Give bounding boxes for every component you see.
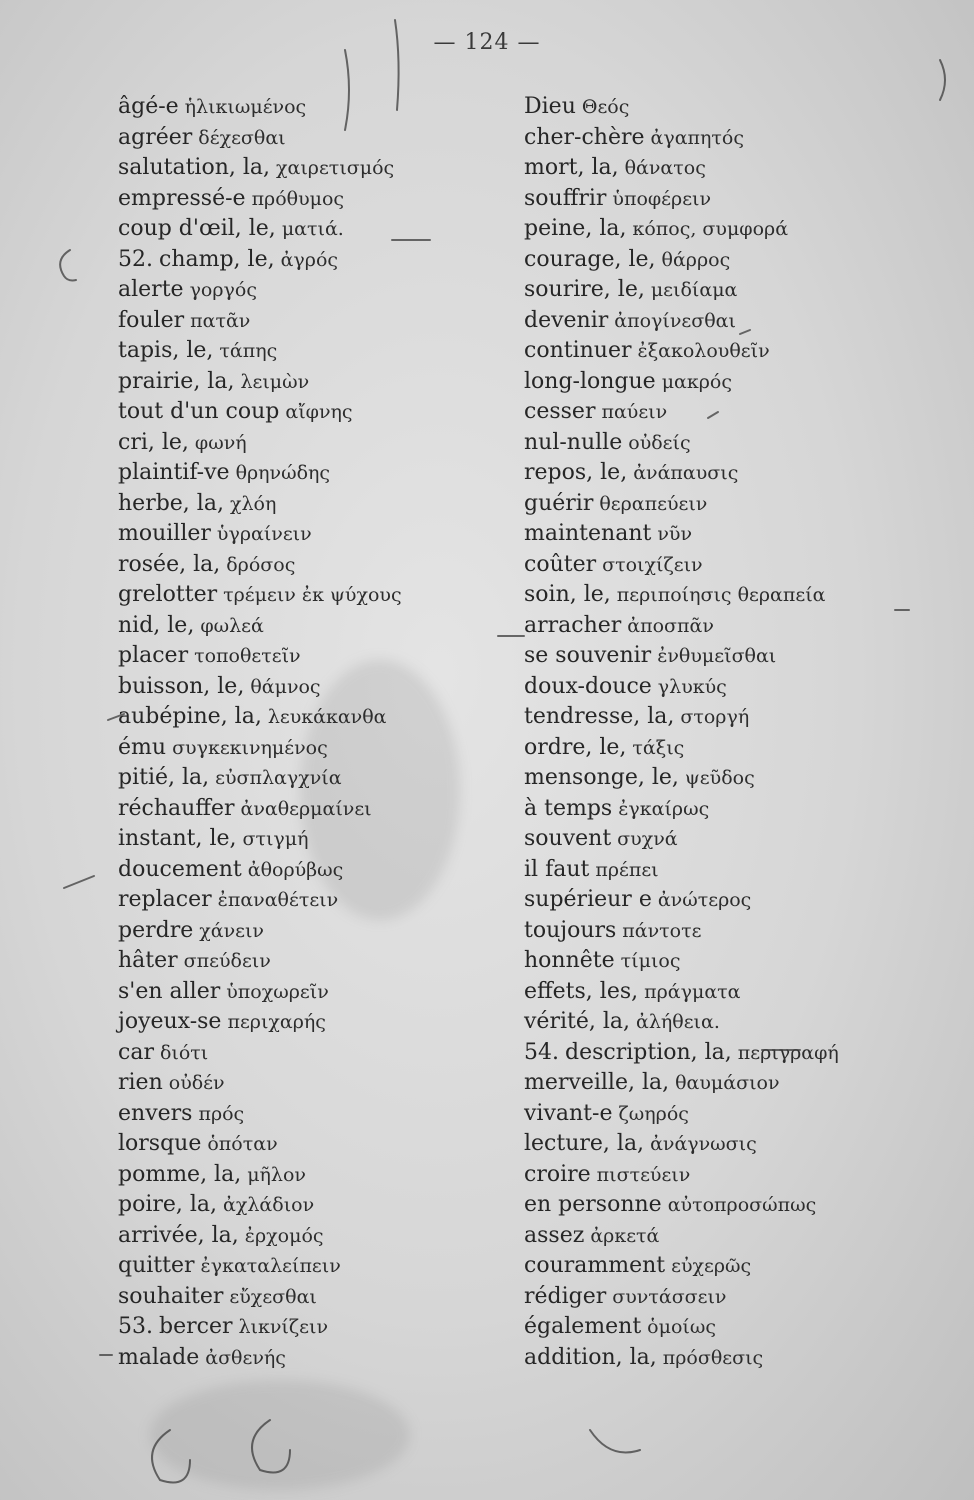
french-word: description, la, — [565, 1039, 732, 1065]
pencil-stroke-mark — [395, 20, 399, 110]
greek-word: θρηνώδης — [235, 462, 331, 484]
french-word: addition, la, — [524, 1344, 657, 1370]
greek-word: θάμνος — [250, 675, 321, 698]
pencil-tick-mark — [740, 330, 750, 334]
french-word: long-longue — [524, 368, 656, 394]
greek-word: σπεύδειν — [183, 950, 271, 972]
french-word: peine, la, — [524, 216, 627, 241]
greek-word: χλόη — [229, 492, 277, 515]
french-word: cher-chère — [524, 124, 645, 150]
greek-word: περιχαρής — [227, 1011, 326, 1033]
french-word: grelotter — [118, 582, 218, 607]
french-word: joyeux-se — [118, 1009, 222, 1034]
french-word: champ, le, — [159, 246, 275, 272]
greek-word: ψεῦδος — [684, 767, 755, 789]
french-word: envers — [118, 1100, 193, 1126]
french-word: poire, la, — [118, 1192, 218, 1217]
french-word: vérité, la, — [524, 1009, 630, 1034]
greek-word: ἀπογίνεσθαι — [614, 309, 736, 332]
french-word: guérir — [524, 490, 594, 516]
french-word: pomme, la, — [118, 1161, 242, 1187]
greek-word: στιγμή — [242, 828, 309, 850]
greek-word: στοργή — [680, 706, 750, 728]
greek-word: ἐνθυμεῖσθαι — [657, 645, 777, 667]
greek-word: τάπης — [219, 340, 278, 362]
greek-word: οὐδείς — [628, 431, 691, 454]
french-word: mort, la, — [524, 155, 619, 180]
french-word: quitter — [118, 1253, 195, 1278]
french-word: maintenant — [524, 521, 652, 546]
greek-word: συγκεκινημένος — [172, 736, 328, 759]
french-word: lecture, la, — [524, 1131, 645, 1156]
greek-word: λικνίζειν — [238, 1316, 328, 1338]
french-word: sourire, le, — [524, 277, 645, 302]
french-word: pitié, la, — [118, 765, 210, 790]
greek-word: πράγματα — [644, 980, 741, 1003]
french-word: ému — [118, 734, 167, 760]
french-word: assez — [524, 1222, 585, 1248]
french-word: malade — [118, 1344, 200, 1370]
french-word: mouiller — [118, 521, 211, 546]
greek-word: δέχεσθαι — [198, 126, 286, 149]
greek-word: συχνά — [617, 828, 678, 850]
french-word: devenir — [524, 307, 609, 333]
french-word: nid, le, — [118, 612, 195, 638]
french-word: ordre, le, — [524, 734, 627, 760]
greek-word: νῦν — [657, 523, 692, 545]
greek-word: εὔχεσθαι — [229, 1285, 317, 1308]
greek-word: οὐδέν — [168, 1072, 225, 1094]
french-word: salutation, la, — [118, 155, 270, 180]
pencil-scribble-mark — [152, 1430, 190, 1483]
french-word: s'en aller — [118, 978, 221, 1004]
pencil-tick-mark — [64, 876, 94, 888]
greek-word: ἀνάπαυσις — [633, 462, 739, 484]
french-word: arracher — [524, 612, 622, 638]
french-word: instant, le, — [118, 826, 237, 851]
french-word: rosée, la, — [118, 551, 221, 577]
greek-word: ἐγκαταλείπειν — [200, 1255, 341, 1277]
french-word: buisson, le, — [118, 673, 245, 699]
greek-word: στοιχίζειν — [602, 553, 703, 576]
french-word: toujours — [524, 917, 617, 943]
french-word: en personne — [524, 1192, 662, 1217]
french-word: agréer — [118, 124, 193, 150]
french-word: plaintif-ve — [118, 460, 230, 485]
french-word: alerte — [118, 277, 184, 302]
french-word: supérieur e — [524, 887, 652, 912]
greek-word: διότι — [159, 1041, 209, 1064]
greek-word: πάντοτε — [622, 919, 702, 942]
french-word: hâter — [118, 948, 178, 973]
french-word: doux-douce — [524, 673, 652, 699]
french-word: tout d'un coup — [118, 399, 280, 424]
greek-word: γλυκύς — [657, 675, 727, 698]
french-word: mensonge, le, — [524, 765, 679, 790]
french-word: tapis, le, — [118, 338, 214, 363]
french-word: couramment — [524, 1253, 666, 1278]
greek-word: λειμὼν — [240, 370, 310, 393]
greek-word: ματιά. — [281, 218, 344, 240]
french-word: empressé-e — [118, 185, 246, 211]
french-word: lorsque — [118, 1131, 202, 1156]
greek-word: ἀνάγνωσις — [650, 1133, 757, 1155]
french-word: arrivée, la, — [118, 1222, 239, 1248]
pencil-bracket-mark — [60, 250, 76, 281]
greek-word: εὐχερῶς — [671, 1255, 752, 1277]
greek-word: πρόθυμος — [251, 187, 345, 210]
greek-word: αὐτοπροσώπως — [667, 1194, 817, 1216]
greek-word: ὑγραίνειν — [216, 523, 312, 545]
greek-word: πρόσθεσις — [662, 1346, 764, 1369]
section-number: 52. — [118, 246, 153, 272]
french-word: souhaiter — [118, 1283, 224, 1309]
greek-word: ἀχλάδιον — [223, 1194, 315, 1216]
french-word: tendresse, la, — [524, 704, 675, 729]
french-word: également — [524, 1314, 642, 1339]
french-word: soin, le, — [524, 582, 611, 607]
greek-word: αἴφνης — [285, 401, 353, 423]
greek-word: περιγραφή — [737, 1041, 839, 1064]
greek-word: μειδίαμα — [650, 279, 738, 301]
french-word: âgé-e — [118, 94, 179, 119]
greek-word: πιστεύειν — [596, 1163, 691, 1186]
greek-word: τάξις — [632, 736, 685, 759]
french-word: prairie, la, — [118, 368, 235, 394]
french-word: herbe, la, — [118, 490, 224, 516]
french-word: effets, les, — [524, 978, 639, 1004]
greek-word: παύειν — [601, 401, 668, 423]
french-word: repos, le, — [524, 460, 628, 485]
french-word: cesser — [524, 399, 596, 424]
french-word: Dieu — [524, 94, 576, 119]
french-word: souvent — [524, 826, 612, 851]
greek-word: ὑποφέρειν — [612, 187, 712, 210]
french-word: fouler — [118, 307, 185, 333]
section-number: 53. — [118, 1314, 153, 1339]
french-word: courage, le, — [524, 246, 656, 272]
french-word: honnête — [524, 948, 615, 973]
pencil-stroke-mark — [345, 50, 349, 130]
french-word: nul-nulle — [524, 429, 623, 455]
greek-word: θεραπεύειν — [599, 492, 708, 515]
greek-word: ἡλικιωμένος — [184, 96, 307, 118]
greek-word: πατᾶν — [190, 309, 251, 332]
pencil-scribble-mark — [252, 1420, 290, 1473]
greek-word: θαυμάσιον — [675, 1072, 780, 1094]
greek-word: ζωηρός — [618, 1102, 689, 1125]
greek-word: δρόσος — [226, 553, 296, 576]
french-word: coup d'œil, le, — [118, 216, 276, 241]
greek-word: τοποθετεῖν — [194, 645, 301, 667]
greek-word: ἀναθερμαίνει — [240, 797, 372, 820]
greek-word: χαιρετισμός — [276, 157, 395, 179]
pencil-tick-mark — [708, 412, 718, 418]
french-word: car — [118, 1039, 154, 1065]
greek-word: πρέπει — [595, 858, 659, 881]
french-word: rien — [118, 1070, 163, 1095]
greek-word: πρός — [198, 1102, 245, 1125]
greek-word: ἀρκετά — [590, 1224, 660, 1247]
french-word: se souvenir — [524, 643, 652, 668]
greek-word: ἀποσπᾶν — [627, 614, 714, 637]
greek-word: ἀγρός — [280, 248, 339, 271]
french-word: placer — [118, 643, 189, 668]
greek-word: ἀνώτερος — [657, 889, 752, 911]
greek-word: περιποίησις θεραπεία — [616, 584, 826, 606]
greek-word: θάνατος — [624, 157, 706, 179]
greek-word: Θεός — [581, 96, 630, 118]
greek-word: μῆλον — [247, 1163, 306, 1186]
french-word: réchauffer — [118, 795, 235, 821]
greek-word: ἀθορύβως — [247, 858, 344, 881]
greek-word: ἀγαπητός — [650, 126, 744, 149]
french-word: continuer — [524, 338, 632, 363]
greek-word: ὑποχωρεῖν — [226, 980, 329, 1003]
section-number: 54. — [524, 1039, 559, 1065]
french-word: souffrir — [524, 185, 607, 211]
greek-word: ὁπόταν — [207, 1133, 278, 1155]
french-word: coûter — [524, 551, 597, 577]
french-word: à temps — [524, 795, 613, 821]
french-word: bercer — [159, 1314, 233, 1339]
french-word: replacer — [118, 887, 212, 912]
french-word: doucement — [118, 856, 242, 882]
french-word: perdre — [118, 917, 194, 943]
greek-word: ἐγκαίρως — [618, 797, 710, 820]
greek-word: τίμιος — [620, 950, 681, 972]
page-number: — 124 — — [433, 30, 541, 55]
greek-word: τρέμειν ἐκ ψύχους — [223, 584, 402, 606]
french-word: cri, le, — [118, 429, 189, 455]
french-word: rédiger — [524, 1283, 607, 1309]
greek-word: μακρός — [661, 370, 733, 393]
greek-word: ἀσθενής — [205, 1346, 286, 1369]
greek-word: κόπος, συμφορά — [632, 218, 789, 240]
greek-word: γοργός — [189, 279, 257, 301]
greek-word: χάνειν — [199, 919, 264, 942]
greek-word: φωλεά — [200, 614, 264, 637]
greek-word: ἀλήθεια. — [636, 1011, 720, 1033]
greek-word: θάρρος — [661, 248, 731, 271]
french-word: vivant-e — [524, 1100, 613, 1126]
pencil-tick-mark — [108, 714, 124, 720]
greek-word: φωνή — [194, 431, 247, 454]
greek-word: ἐπαναθέτειν — [217, 889, 339, 911]
greek-word: συντάσσειν — [612, 1285, 727, 1308]
greek-word: ὁμοίως — [647, 1316, 716, 1338]
pencil-scribble-mark — [590, 1430, 640, 1453]
greek-word: εὐσπλαγχνία — [215, 767, 342, 789]
greek-word: λευκάκανθα — [267, 706, 387, 728]
greek-word: ἐρχομός — [244, 1224, 324, 1247]
french-word: croire — [524, 1161, 591, 1187]
french-word: il faut — [524, 856, 590, 882]
pencil-stroke-mark — [940, 60, 945, 100]
greek-word: ἐξακολουθεῖν — [637, 340, 770, 362]
french-word: merveille, la, — [524, 1070, 670, 1095]
french-word: aubépine, la, — [118, 704, 262, 729]
